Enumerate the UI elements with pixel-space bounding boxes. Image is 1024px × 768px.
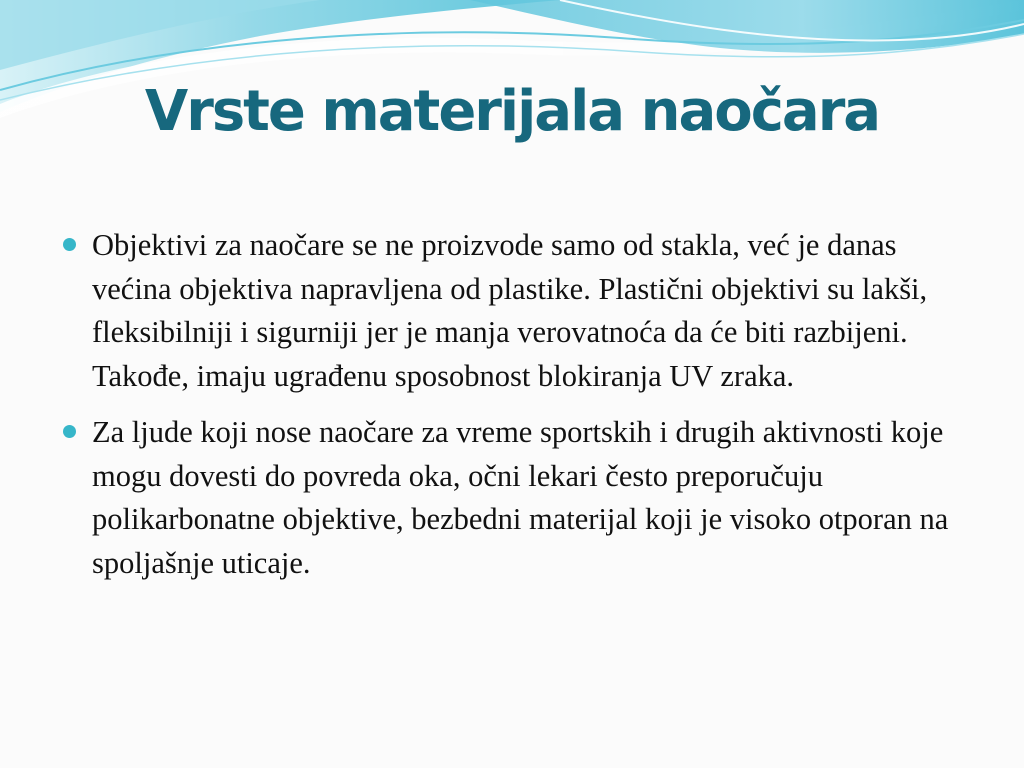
- bullet-dot-icon: [63, 238, 76, 251]
- bullet-item: [62, 411, 982, 585]
- bullet-dot-icon: [63, 425, 76, 438]
- bullet-item: [62, 224, 982, 398]
- bullet-text: Za ljude koji nose naočare za vreme sportskih i drugih aktivnosti koje mogu dovesti do povreda oka, očni lekari često preporučuju polikarbonatne objektive, bezbedni materijal koji je visoko otporan na spoljašnje uticaje.: [92, 415, 949, 580]
- bullet-text: Objektivi za naočare se ne proizvode samo od stakla, već je danas većina objektiva napravljena od plastike. Plastični objektivi su lakši, fleksibilniji i sigurniji jer je manja verovatnoća da će biti razbijeni. Takođe, imaju ugrađenu sposobnost blokiranja UV zraka.: [92, 228, 928, 393]
- bullet-list: [62, 224, 982, 598]
- slide-title: Vrste materijala naočara: [144, 79, 880, 144]
